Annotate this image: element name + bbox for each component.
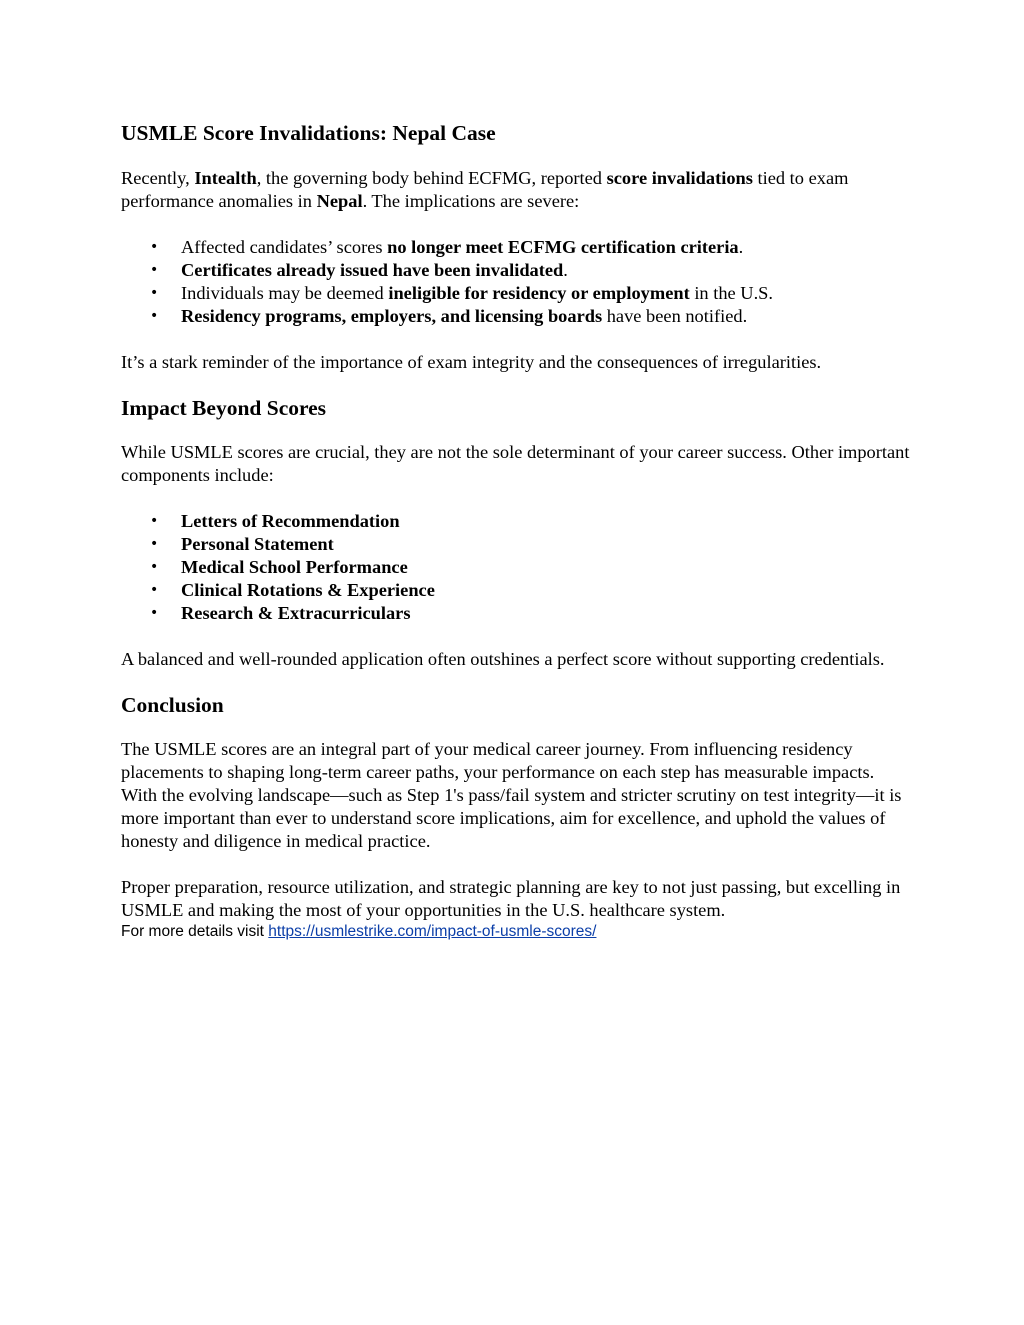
list-item bbox=[121, 556, 911, 579]
list-item-bold: Clinical Rotations & Experience bbox=[181, 580, 435, 600]
list-item-bold: Medical School Performance bbox=[181, 557, 408, 577]
components-list bbox=[121, 510, 911, 625]
list-item-text: Affected candidates’ scores bbox=[181, 237, 388, 257]
list-item-bold: Letters of Recommendation bbox=[181, 511, 400, 531]
list-item-text: in the U.S. bbox=[689, 283, 773, 303]
list-item bbox=[121, 602, 911, 625]
intro-text-3: tied to exam performance anomalies in bbox=[121, 168, 849, 211]
intro-bold-nepal: Nepal bbox=[316, 191, 363, 211]
heading-nepal-case: USMLE Score Invalidations: Nepal Case bbox=[121, 121, 496, 145]
list-item bbox=[121, 305, 911, 328]
list-item bbox=[121, 259, 911, 282]
intro-paragraph bbox=[121, 167, 911, 213]
document-page bbox=[121, 118, 911, 942]
list-item-bold: Personal Statement bbox=[181, 534, 334, 554]
more-details-label: For more details visit bbox=[121, 923, 269, 940]
list-item bbox=[121, 533, 911, 556]
list-item bbox=[121, 282, 911, 305]
list-item-text: Individuals may be deemed bbox=[181, 283, 389, 303]
conclusion-paragraph-2: Proper preparation, resource utilization, and strategic planning are key to not just passing, but excelling in USMLE and making the most of your opportunities in the U.S. healthcare system. bbox=[121, 877, 901, 920]
list-item bbox=[121, 510, 911, 533]
list-item bbox=[121, 579, 911, 602]
heading-impact-beyond-scores: Impact Beyond Scores bbox=[121, 396, 327, 420]
list-item-bold: ineligible for residency or employment bbox=[388, 283, 690, 303]
more-details-link[interactable]: https://usmlestrike.com/impact-of-usmle-scores/ bbox=[268, 923, 597, 940]
list-item-bold: Residency programs, employers, and licensing boards bbox=[181, 306, 603, 326]
list-item-bold: Certificates already issued have been invalidated bbox=[181, 260, 564, 280]
intro-text-2: , the governing body behind ECFMG, reported bbox=[256, 168, 607, 188]
list-item-bold: no longer meet ECFMG certification criteria bbox=[387, 237, 739, 257]
intro-bold-intealth: Intealth bbox=[194, 168, 257, 188]
list-item-text: have been notified. bbox=[602, 306, 748, 326]
intro-bold-score-invalidations: score invalidations bbox=[606, 168, 753, 188]
impact-intro-paragraph: While USMLE scores are crucial, they are not the sole determinant of your career success. Other important components include: bbox=[121, 442, 910, 485]
list-item-text: . bbox=[738, 237, 744, 257]
conclusion-paragraph-1: The USMLE scores are an integral part of your medical career journey. From influencing residency placements to shaping long-term career paths, your performance on each step has measurable impacts. With the evolving landscape—such as Step 1's pass/fail system and stricter scrutiny on test integrity—it is more important than ever to understand score implications, aim for excellence, and uphold the values of honesty and diligence in medical practice. bbox=[121, 739, 902, 851]
heading-conclusion: Conclusion bbox=[121, 693, 224, 717]
list-item-text: . bbox=[563, 260, 568, 280]
intro-text-1: Recently, bbox=[121, 168, 195, 188]
list-item bbox=[121, 236, 911, 259]
list-item-bold: Research & Extracurriculars bbox=[181, 603, 411, 623]
intro-text-4: . The implications are severe: bbox=[362, 191, 580, 211]
more-details-line bbox=[121, 922, 911, 942]
implications-list bbox=[121, 236, 911, 328]
impact-closing-paragraph: A balanced and well-rounded application often outshines a perfect score without supporting credentials. bbox=[121, 649, 885, 669]
nepal-closing-paragraph: It’s a stark reminder of the importance of exam integrity and the consequences of irregularities. bbox=[121, 352, 822, 372]
